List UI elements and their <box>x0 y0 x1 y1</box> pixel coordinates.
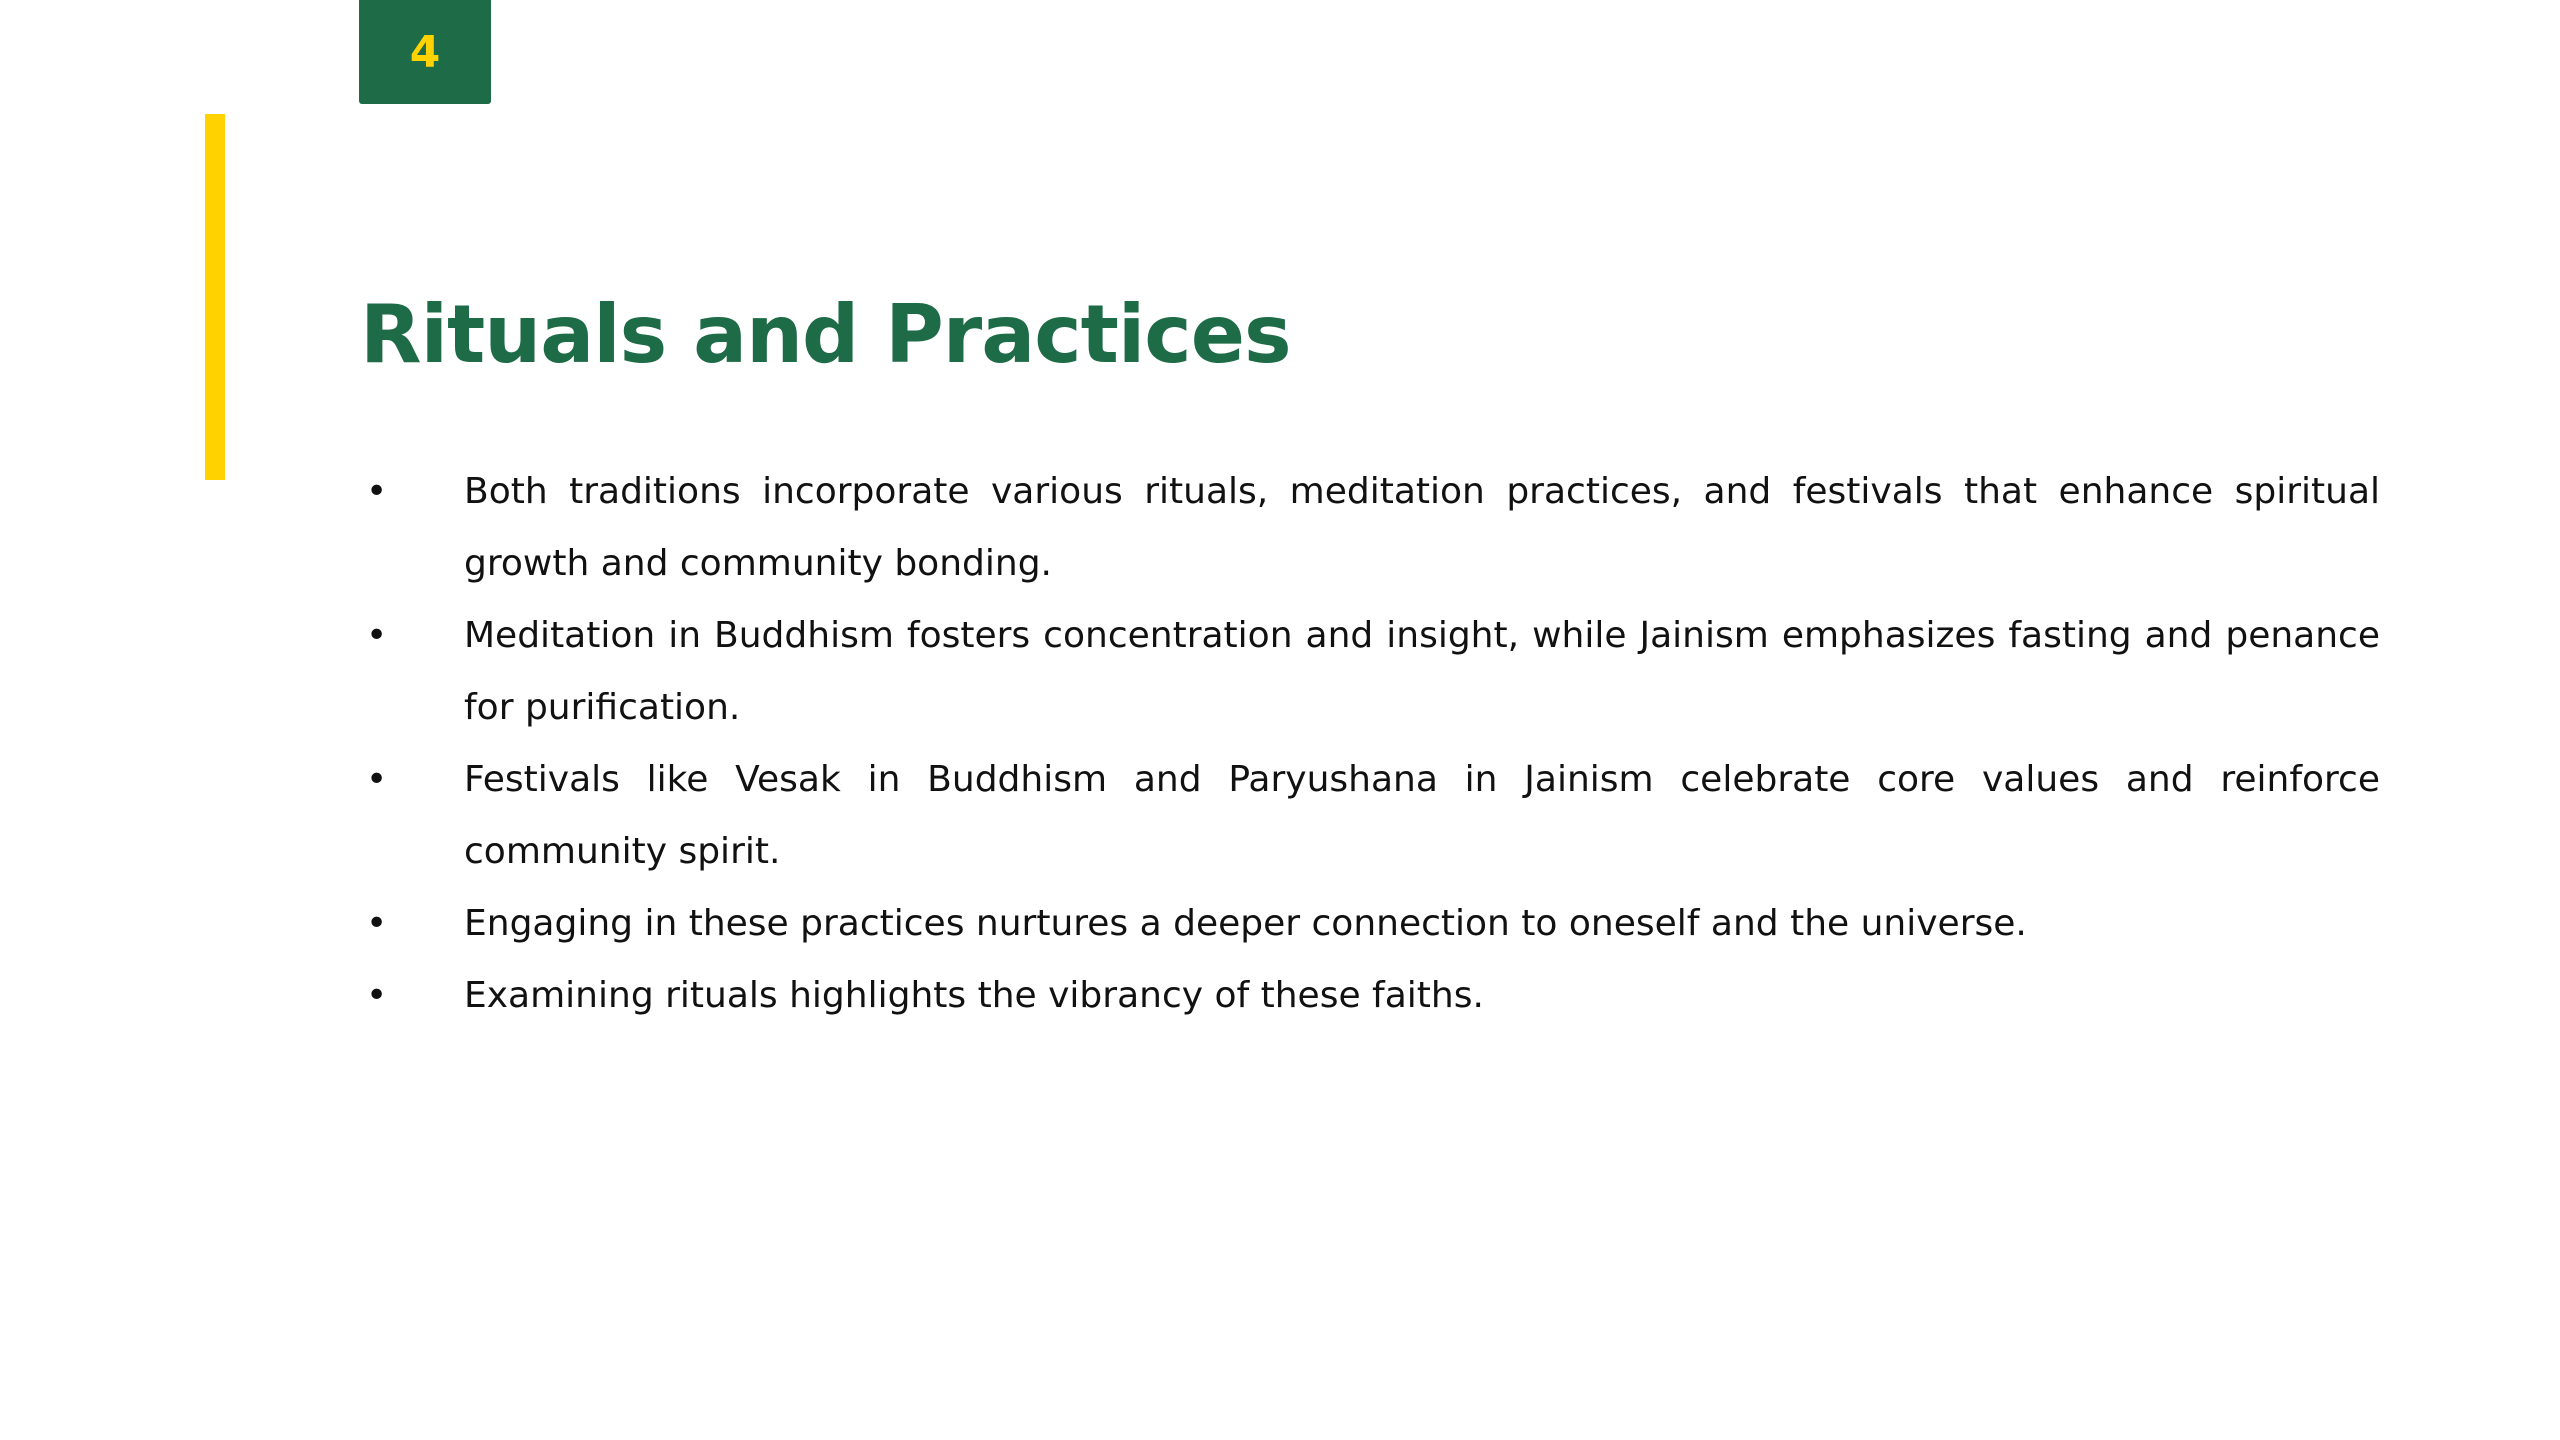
bullet-item <box>360 960 2380 1032</box>
bullet-text: Festivals like Vesak in Buddhism and Paryushana in Jainism celebrate core values and reinforce community spirit. <box>464 759 2380 872</box>
bullet-text: Meditation in Buddhism fosters concentration and insight, while Jainism emphasizes fasting and penance for purification. <box>464 615 2380 728</box>
bullet-dot-icon: • <box>366 471 388 512</box>
bullet-text: Examining rituals highlights the vibrancy of these faiths. <box>464 975 1484 1016</box>
bullet-dot-icon: • <box>366 615 388 656</box>
accent-bar <box>205 114 225 480</box>
page-number-badge <box>359 0 491 104</box>
bullet-dot-icon: • <box>366 903 388 944</box>
bullet-item <box>360 744 2380 888</box>
bullet-dot-icon: • <box>366 759 388 800</box>
bullet-text: Both traditions incorporate various rituals, meditation practices, and festivals that enhance spiritual growth and community bonding. <box>464 471 2380 584</box>
bullet-item <box>360 600 2380 744</box>
bullet-dot-icon: • <box>366 975 388 1016</box>
bullet-item <box>360 456 2380 600</box>
bullet-list <box>360 456 2380 1032</box>
slide-title: Rituals and Practices <box>360 288 1291 381</box>
page-number: 4 <box>409 26 441 78</box>
bullet-item <box>360 888 2380 960</box>
bullet-text: Engaging in these practices nurtures a deeper connection to oneself and the universe. <box>464 903 2027 944</box>
